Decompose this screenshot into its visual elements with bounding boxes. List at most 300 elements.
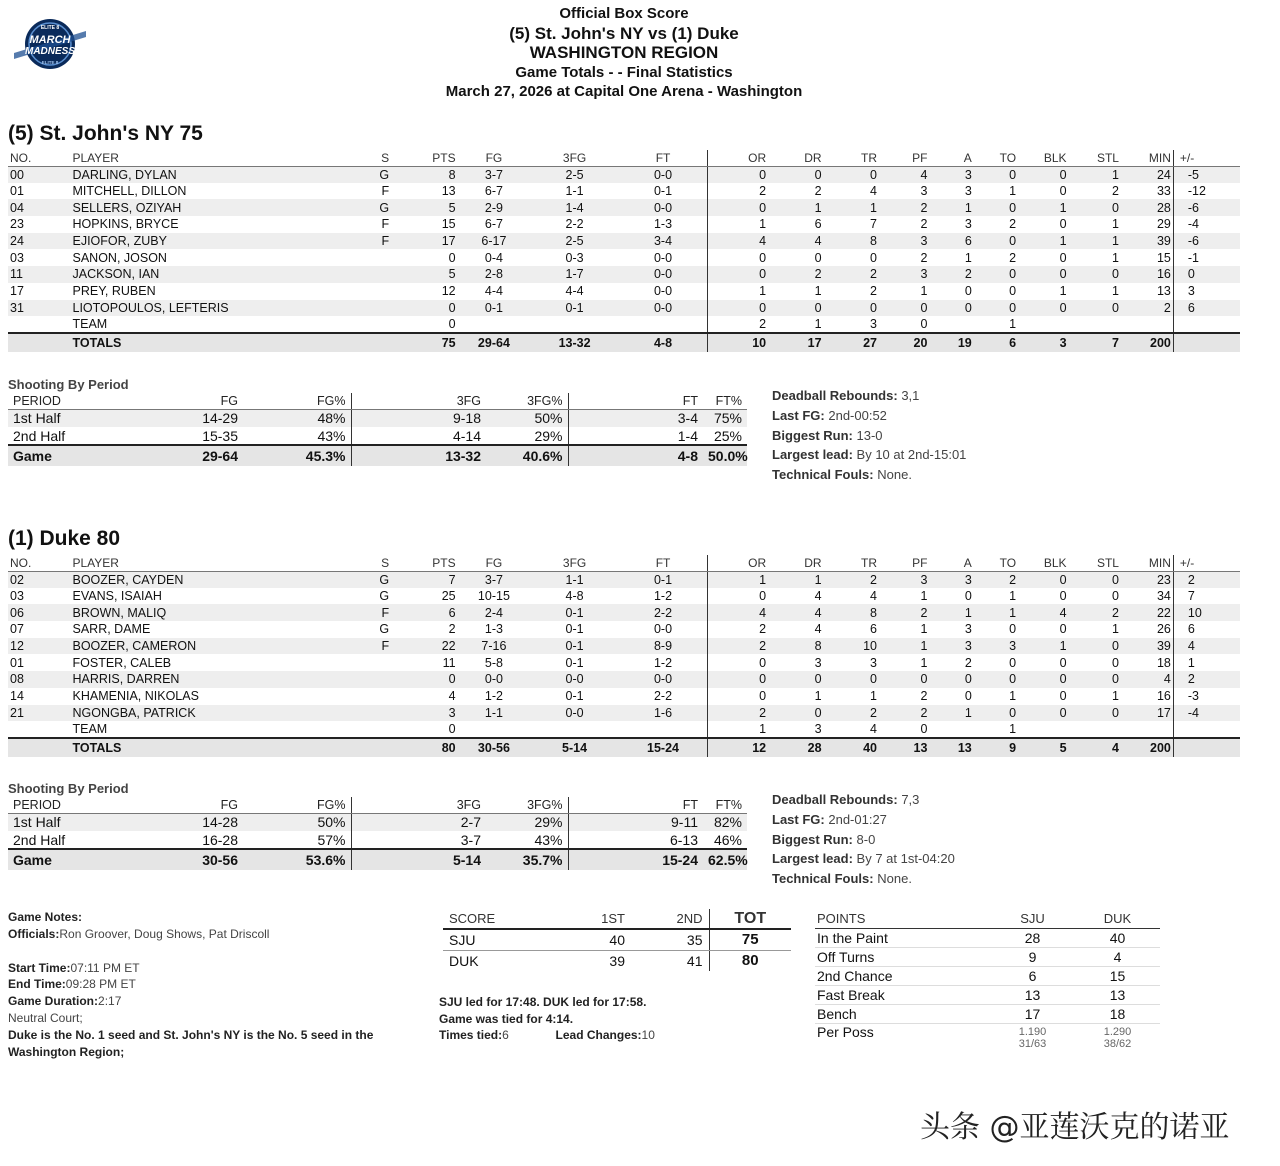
player-dr: 4 (768, 588, 823, 605)
player-ft: 2-2 (619, 688, 708, 705)
points-row (815, 985, 1160, 1004)
player-no: 14 (8, 688, 71, 705)
player-a: 3 (929, 638, 973, 655)
player-pf: 3 (879, 266, 929, 283)
col-header-pf: PF (879, 150, 929, 166)
sbp-cell: 2nd Half (13, 831, 66, 848)
player-dr: 0 (768, 300, 823, 317)
player-tr: 3 (824, 316, 879, 333)
player-fg: 6-7 (458, 183, 531, 200)
player-to: 0 (974, 654, 1018, 671)
player-or: 0 (708, 654, 768, 671)
player-dr: 0 (768, 249, 823, 266)
player-tfg: 0-1 (530, 638, 619, 655)
player-pts: 4 (391, 688, 458, 705)
player-s (343, 688, 391, 705)
player-pf: 0 (879, 721, 929, 738)
player-or: 4 (708, 233, 768, 250)
player-or: 0 (708, 671, 768, 688)
sbp-game-cell: 30-56 (138, 849, 243, 870)
totals-dr: 28 (768, 738, 823, 757)
totals-min: 200 (1121, 738, 1173, 757)
sbp-game-cell: 13-32 (351, 445, 486, 466)
col-header-a: A (929, 150, 973, 166)
sbp-game-cell: 4-8 (568, 445, 703, 466)
player-tr: 6 (824, 621, 879, 638)
player-dr: 4 (768, 621, 823, 638)
player-pf: 2 (879, 216, 929, 233)
side-stat-label: Biggest Run: (772, 831, 853, 847)
player-fg: 0-1 (458, 300, 531, 317)
col-header-fg: FG (458, 555, 531, 571)
player-pm: 1 (1173, 654, 1240, 671)
side-stat-value: None. (877, 467, 912, 483)
player-tfg: 1-4 (530, 199, 619, 216)
team2-shooting-by-period (8, 797, 747, 870)
player-tfg: 2-5 (530, 166, 619, 183)
player-ft: 2-2 (619, 604, 708, 621)
player-pm: -6 (1173, 233, 1240, 250)
player-tfg (530, 316, 619, 333)
player-fg: 3-7 (458, 571, 531, 588)
player-to: 1 (974, 604, 1018, 621)
player-stl: 1 (1069, 621, 1121, 638)
player-s: G (343, 588, 391, 605)
player-or: 1 (708, 216, 768, 233)
player-to: 3 (974, 638, 1018, 655)
col-header-or: OR (708, 555, 768, 571)
player-name: NGONGBA, PATRICK (71, 705, 343, 722)
player-pm: -4 (1173, 705, 1240, 722)
player-stl: 0 (1069, 199, 1121, 216)
player-row (8, 233, 1240, 250)
player-a: 3 (929, 571, 973, 588)
player-no: 12 (8, 638, 71, 655)
sbp-header: PERIOD (8, 797, 138, 813)
player-to: 2 (974, 249, 1018, 266)
player-row (8, 688, 1240, 705)
player-name: BROWN, MALIQ (71, 604, 343, 621)
score-header: SCORE (443, 909, 553, 929)
totals-tfg: 5-14 (530, 738, 619, 757)
player-tr: 4 (824, 588, 879, 605)
start-time-value: 07:11 PM ET (70, 960, 140, 975)
player-stl: 0 (1069, 671, 1121, 688)
sbp-game-cell: 45.3% (243, 445, 351, 466)
player-pf: 2 (879, 688, 929, 705)
player-a: 0 (929, 300, 973, 317)
player-dr: 0 (768, 671, 823, 688)
player-name: PREY, RUBEN (71, 283, 343, 300)
player-dr: 3 (768, 654, 823, 671)
player-pts: 15 (391, 216, 458, 233)
player-pts: 0 (391, 316, 458, 333)
svg-text:MADNESS: MADNESS (24, 46, 76, 57)
sbp-cell: 82% (703, 813, 747, 831)
player-pts: 5 (391, 199, 458, 216)
player-name: KHAMENIA, NIKOLAS (71, 688, 343, 705)
player-s: F (343, 183, 391, 200)
player-fg: 6-7 (458, 216, 531, 233)
player-to: 1 (974, 688, 1018, 705)
sbp-cell: 29% (534, 427, 563, 444)
player-no: 07 (8, 621, 71, 638)
sbp-cell: 29% (486, 813, 568, 831)
player-min: 33 (1121, 183, 1173, 200)
player-min: 4 (1121, 671, 1173, 688)
player-pts: 0 (391, 671, 458, 688)
player-s: G (343, 571, 391, 588)
sbp-cell: 6-13 (568, 831, 703, 849)
player-pf: 1 (879, 588, 929, 605)
player-pm: 3 (1173, 283, 1240, 300)
player-blk: 1 (1018, 233, 1068, 250)
col-header-tfg: 3FG (530, 150, 619, 166)
seed-note-2: Washington Region; (8, 1044, 125, 1059)
player-fg: 3-7 (458, 166, 531, 183)
box-score-header (0, 4, 1248, 102)
player-row (8, 183, 1240, 200)
player-s (343, 249, 391, 266)
player-pts: 0 (391, 300, 458, 317)
player-ft: 1-2 (619, 654, 708, 671)
player-dr: 4 (768, 233, 823, 250)
sbp-game-cell: 5-14 (351, 849, 486, 870)
officials-value: Ron Groover, Doug Shows, Pat Driscoll (59, 926, 270, 941)
totals-to: 6 (974, 333, 1018, 352)
sbp-game-cell: 29-64 (138, 445, 243, 466)
player-no: 03 (8, 249, 71, 266)
player-to: 0 (974, 199, 1018, 216)
score-by-half (443, 909, 791, 971)
player-fg: 1-3 (458, 621, 531, 638)
player-stl: 1 (1069, 233, 1121, 250)
player-min: 17 (1121, 705, 1173, 722)
player-s (343, 654, 391, 671)
player-pm (1173, 721, 1240, 738)
player-pf: 2 (879, 199, 929, 216)
player-pf: 1 (879, 621, 929, 638)
points-cell: 6 (990, 966, 1075, 985)
player-to: 0 (974, 300, 1018, 317)
sbp-row (8, 409, 747, 427)
sbp-cell: 43% (534, 831, 563, 848)
col-header-no: NO. (8, 150, 71, 166)
player-ft: 0-0 (619, 199, 708, 216)
per-poss-row (815, 1023, 1160, 1051)
doc-title: Official Box Score (559, 5, 689, 22)
player-tfg: 2-5 (530, 233, 619, 250)
player-stl: 0 (1069, 705, 1121, 722)
side-stat (772, 445, 966, 465)
player-blk: 1 (1018, 199, 1068, 216)
points-header: DUK (1075, 909, 1160, 928)
player-or: 2 (708, 183, 768, 200)
player-row (8, 283, 1240, 300)
totals-tfg: 13-32 (530, 333, 619, 352)
col-header-pm: +/- (1173, 555, 1240, 571)
player-pf: 1 (879, 654, 929, 671)
player-a: 0 (929, 688, 973, 705)
player-pm: -6 (1173, 199, 1240, 216)
team1-sbp-title: Shooting By Period (8, 377, 129, 392)
per-poss-fraction: 31/63 (1018, 1037, 1047, 1050)
player-dr: 1 (768, 199, 823, 216)
player-s (343, 316, 391, 333)
team1-shooting-by-period (8, 393, 747, 466)
player-ft: 0-0 (619, 283, 708, 300)
player-a: 3 (929, 183, 973, 200)
player-blk: 0 (1018, 571, 1068, 588)
times-tied-label: Times tied: (439, 1028, 503, 1042)
col-header-pts: PTS (391, 150, 458, 166)
player-ft: 0-0 (619, 671, 708, 688)
player-stl: 0 (1069, 571, 1121, 588)
sbp-header: FT (568, 393, 703, 409)
player-name: HARRIS, DARREN (71, 671, 343, 688)
player-pf: 2 (879, 249, 929, 266)
points-cell: 28 (990, 928, 1075, 947)
player-s (343, 300, 391, 317)
player-tfg: 0-1 (530, 621, 619, 638)
sbp-cell: 50% (243, 813, 351, 831)
sbp-game-row (8, 849, 747, 870)
points-cell: 9 (990, 947, 1075, 966)
player-to: 1 (974, 183, 1018, 200)
times-tied-value: 6 (502, 1028, 509, 1042)
sbp-header: 3FG (351, 393, 486, 409)
player-a: 0 (929, 588, 973, 605)
sbp-cell: 25% (713, 427, 742, 444)
player-ft: 0-1 (619, 183, 708, 200)
totals-fg: 29-64 (458, 333, 531, 352)
player-fg: 0-0 (458, 671, 531, 688)
player-pf: 4 (879, 166, 929, 183)
points-breakdown (815, 909, 1160, 1051)
points-row (815, 966, 1160, 985)
player-a: 1 (929, 249, 973, 266)
player-pf: 0 (879, 300, 929, 317)
player-min: 22 (1121, 604, 1173, 621)
player-name: SANON, JOSON (71, 249, 343, 266)
col-header-to: TO (974, 555, 1018, 571)
player-row (8, 671, 1240, 688)
player-fg: 4-4 (458, 283, 531, 300)
sbp-game-cell: 62.5% (703, 849, 747, 870)
player-name: BOOZER, CAYDEN (71, 571, 343, 588)
player-blk (1018, 316, 1068, 333)
player-tr: 8 (824, 233, 879, 250)
player-to: 1 (974, 588, 1018, 605)
col-header-no: NO. (8, 555, 71, 571)
player-min: 24 (1121, 166, 1173, 183)
player-name: SELLERS, OZIYAH (71, 199, 343, 216)
player-min: 23 (1121, 571, 1173, 588)
sbp-cell: 2-7 (351, 813, 486, 831)
player-dr: 2 (768, 183, 823, 200)
score-cell: SJU (443, 929, 553, 950)
player-fg (458, 316, 531, 333)
totals-or: 10 (708, 333, 768, 352)
per-poss-label: Per Poss (817, 1023, 874, 1040)
side-stat (772, 790, 955, 810)
totals-or: 12 (708, 738, 768, 757)
player-tfg: 0-0 (530, 671, 619, 688)
end-time-value: 09:28 PM ET (65, 977, 136, 992)
col-header-pm: +/- (1173, 150, 1240, 166)
player-min: 16 (1121, 688, 1173, 705)
player-ft: 0-0 (619, 621, 708, 638)
player-row (8, 266, 1240, 283)
player-tr: 4 (824, 183, 879, 200)
side-stat-label: Largest lead: (772, 447, 853, 463)
player-pf: 3 (879, 233, 929, 250)
points-cell: 2nd Chance (815, 966, 990, 985)
player-no (8, 721, 71, 738)
player-pts: 12 (391, 283, 458, 300)
player-a: 3 (929, 216, 973, 233)
game-flow-info (439, 994, 655, 1044)
seed-note-1: Duke is the No. 1 seed and St. John's NY is the No. 5 seed in the (8, 1027, 374, 1042)
side-stat-value: 3,1 (901, 388, 920, 403)
player-no: 06 (8, 604, 71, 621)
player-pm (1173, 316, 1240, 333)
player-dr: 1 (768, 316, 823, 333)
game-notes (8, 909, 373, 1060)
sbp-cell: 3-7 (351, 831, 486, 849)
player-s (343, 283, 391, 300)
totals-row (8, 333, 1240, 352)
player-stl: 1 (1069, 216, 1121, 233)
sbp-header: FT (568, 797, 703, 813)
player-s (343, 705, 391, 722)
player-row (8, 316, 1240, 333)
totals-s (343, 333, 391, 352)
player-or: 0 (708, 249, 768, 266)
sbp-header: 3FG% (486, 393, 568, 409)
player-ft: 0-1 (619, 571, 708, 588)
player-pts: 7 (391, 571, 458, 588)
col-header-name: PLAYER (71, 555, 343, 571)
player-row (8, 588, 1240, 605)
col-header-pts: PTS (391, 555, 458, 571)
player-min: 16 (1121, 266, 1173, 283)
svg-text:ELITE 8: ELITE 8 (41, 60, 59, 65)
team2-box-table (8, 555, 1240, 757)
sbp-header: 3FG% (486, 797, 568, 813)
player-s: F (343, 233, 391, 250)
player-pm: 6 (1173, 300, 1240, 317)
player-tfg: 4-8 (530, 588, 619, 605)
player-row (8, 199, 1240, 216)
player-or: 0 (708, 300, 768, 317)
sbp-game-cell: 35.7% (486, 849, 568, 870)
player-blk: 0 (1018, 249, 1068, 266)
player-a: 1 (929, 604, 973, 621)
side-stat-value: By 7 at 1st-04:20 (856, 851, 955, 867)
sbp-cell: 57% (317, 831, 346, 848)
lead-changes-value: 10 (641, 1028, 655, 1042)
side-stat-label: Deadball Rebounds: (772, 388, 898, 403)
player-or: 0 (708, 266, 768, 283)
player-row (8, 166, 1240, 183)
score-cell: 80 (709, 950, 791, 971)
player-blk: 0 (1018, 705, 1068, 722)
player-row (8, 721, 1240, 738)
sbp-cell: 3-4 (568, 409, 703, 427)
player-tr: 0 (824, 671, 879, 688)
side-stat-value: 13-0 (856, 427, 883, 443)
sbp-game-cell: Game (8, 445, 138, 466)
player-name: HOPKINS, BRYCE (71, 216, 343, 233)
totals-name: TOTALS (71, 738, 343, 757)
player-blk: 1 (1018, 638, 1068, 655)
player-pm: 2 (1173, 671, 1240, 688)
sbp-row (8, 427, 747, 445)
player-no: 23 (8, 216, 71, 233)
game-notes-heading: Game Notes: (8, 910, 83, 924)
player-no: 01 (8, 183, 71, 200)
player-row (8, 300, 1240, 317)
player-pts: 11 (391, 654, 458, 671)
sbp-cell: 75% (703, 409, 747, 427)
player-pm: 2 (1173, 571, 1240, 588)
player-row (8, 621, 1240, 638)
player-name: BOOZER, CAMERON (71, 638, 343, 655)
player-or: 0 (708, 166, 768, 183)
sbp-cell: 1-4 (568, 427, 703, 445)
player-to: 1 (974, 721, 1018, 738)
side-stat-label: Deadball Rebounds: (772, 792, 898, 807)
totals-dr: 17 (768, 333, 823, 352)
team2-title: (1) Duke 80 (8, 527, 121, 550)
points-cell: Off Turns (815, 947, 990, 966)
sbp-header: FG (138, 393, 243, 409)
side-stat-label: Last FG: (772, 407, 825, 423)
player-blk: 0 (1018, 300, 1068, 317)
player-stl (1069, 721, 1121, 738)
player-dr: 1 (768, 688, 823, 705)
player-stl: 0 (1069, 266, 1121, 283)
player-pf: 0 (879, 316, 929, 333)
player-pm: 7 (1173, 588, 1240, 605)
player-tr: 0 (824, 166, 879, 183)
player-pf: 1 (879, 283, 929, 300)
region-title: WASHINGTON REGION (529, 43, 719, 62)
player-tr: 2 (824, 571, 879, 588)
team2-sbp-title: Shooting By Period (8, 781, 129, 796)
sbp-cell: 50% (486, 409, 568, 427)
col-header-blk: BLK (1018, 555, 1068, 571)
col-header-tfg: 3FG (530, 555, 619, 571)
player-pm: 6 (1173, 621, 1240, 638)
sbp-cell: 9-18 (351, 409, 486, 427)
player-s: F (343, 638, 391, 655)
player-pm: -4 (1173, 216, 1240, 233)
side-stat (772, 386, 966, 406)
col-header-dr: DR (768, 150, 823, 166)
player-pf: 3 (879, 571, 929, 588)
player-no (8, 316, 71, 333)
points-cell: 40 (1075, 928, 1160, 947)
player-pf: 2 (879, 604, 929, 621)
player-pts: 2 (391, 621, 458, 638)
player-row (8, 654, 1240, 671)
sbp-cell: 14-29 (138, 409, 243, 427)
totals-pts: 75 (391, 333, 458, 352)
player-to: 1 (974, 316, 1018, 333)
player-pm: -3 (1173, 688, 1240, 705)
